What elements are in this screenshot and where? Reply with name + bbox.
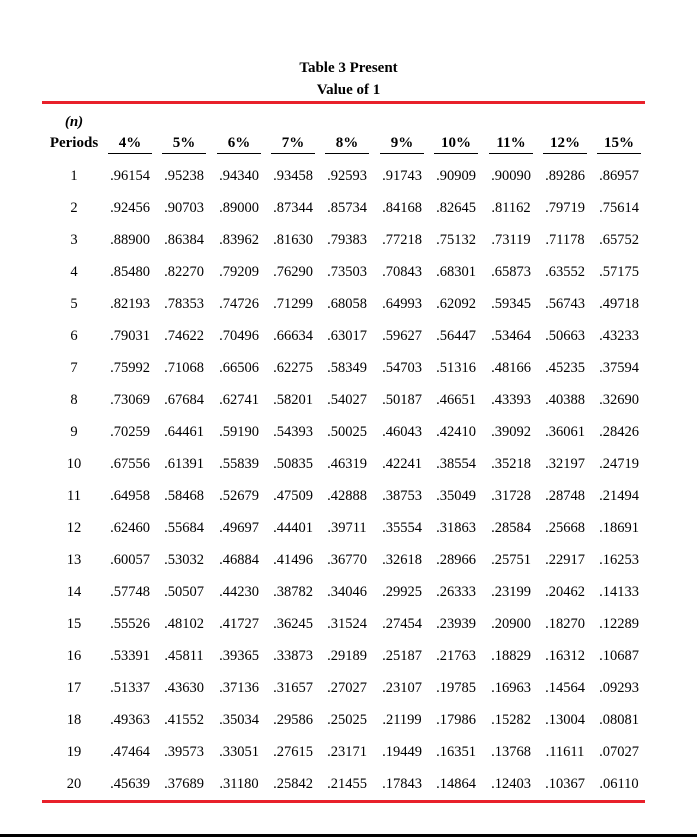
table-row — [0, 710, 697, 730]
table-row — [0, 774, 697, 794]
value-cell: .94340 — [219, 168, 259, 184]
value-cell: .55839 — [219, 456, 259, 472]
value-cell: .36245 — [273, 616, 313, 632]
value-cell: .44401 — [273, 520, 313, 536]
value-cell: .81162 — [491, 200, 531, 216]
value-cell: .42241 — [382, 456, 422, 472]
table-row — [0, 742, 697, 762]
rate-header: 5% — [162, 134, 206, 154]
value-cell: .28426 — [599, 424, 639, 440]
table-row — [0, 262, 697, 282]
value-cell: .64993 — [382, 296, 422, 312]
value-cell: .75614 — [599, 200, 639, 216]
value-cell: .70496 — [219, 328, 259, 344]
value-cell: .54703 — [382, 360, 422, 376]
value-cell: .35049 — [436, 488, 476, 504]
value-cell: .33051 — [219, 744, 259, 760]
value-cell: .79383 — [327, 232, 367, 248]
value-cell: .76290 — [273, 264, 313, 280]
value-cell: .36061 — [545, 424, 585, 440]
period-cell: 4 — [70, 264, 78, 280]
period-cell: 1 — [70, 168, 78, 184]
value-cell: .18691 — [599, 520, 639, 536]
value-cell: .31657 — [273, 680, 313, 696]
value-cell: .62275 — [273, 360, 313, 376]
value-cell: .64958 — [110, 488, 150, 504]
period-cell: 9 — [70, 424, 78, 440]
value-cell: .34046 — [327, 584, 367, 600]
rate-header: 15% — [597, 134, 641, 154]
period-cell: 6 — [70, 328, 78, 344]
value-cell: .85734 — [327, 200, 367, 216]
value-cell: .55526 — [110, 616, 150, 632]
value-cell: .47509 — [273, 488, 313, 504]
rate-header: 4% — [108, 134, 152, 154]
table-subtitle: Value of 1 — [316, 82, 381, 98]
value-cell: .17843 — [382, 776, 422, 792]
value-cell: .55684 — [164, 520, 204, 536]
value-cell: .32197 — [545, 456, 585, 472]
value-cell: .43233 — [599, 328, 639, 344]
value-cell: .10687 — [599, 648, 639, 664]
value-cell: .79031 — [110, 328, 150, 344]
value-cell: .71299 — [273, 296, 313, 312]
value-cell: .40388 — [545, 392, 585, 408]
value-cell: .79719 — [545, 200, 585, 216]
table-row — [0, 230, 697, 250]
value-cell: .43630 — [164, 680, 204, 696]
period-cell: 3 — [70, 232, 78, 248]
value-cell: .21494 — [599, 488, 639, 504]
value-cell: .41727 — [219, 616, 259, 632]
value-cell: .13004 — [545, 712, 585, 728]
value-cell: .21199 — [382, 712, 422, 728]
value-cell: .74726 — [219, 296, 259, 312]
value-cell: .63552 — [545, 264, 585, 280]
value-cell: .37689 — [164, 776, 204, 792]
value-cell: .89000 — [219, 200, 259, 216]
value-cell: .82645 — [436, 200, 476, 216]
value-cell: .16312 — [545, 648, 585, 664]
value-cell: .47464 — [110, 744, 150, 760]
value-cell: .20462 — [545, 584, 585, 600]
value-cell: .14564 — [545, 680, 585, 696]
value-cell: .82270 — [164, 264, 204, 280]
value-cell: .65752 — [599, 232, 639, 248]
value-cell: .73119 — [491, 232, 531, 248]
value-cell: .29189 — [327, 648, 367, 664]
table-row — [0, 422, 697, 442]
value-cell: .66634 — [273, 328, 313, 344]
value-cell: .39711 — [327, 520, 367, 536]
value-cell: .45811 — [164, 648, 204, 664]
rate-header: 8% — [325, 134, 369, 154]
value-cell: .19449 — [382, 744, 422, 760]
value-cell: .78353 — [164, 296, 204, 312]
period-cell: 15 — [66, 616, 82, 632]
value-cell: .35218 — [491, 456, 531, 472]
value-cell: .56743 — [545, 296, 585, 312]
value-cell: .43393 — [491, 392, 531, 408]
value-cell: .10367 — [545, 776, 585, 792]
value-cell: .58468 — [164, 488, 204, 504]
value-cell: .77218 — [382, 232, 422, 248]
period-cell: 12 — [66, 520, 82, 536]
value-cell: .38782 — [273, 584, 313, 600]
rate-header: 12% — [543, 134, 587, 154]
rate-header: 6% — [217, 134, 261, 154]
table-row — [0, 454, 697, 474]
value-cell: .26333 — [436, 584, 476, 600]
value-cell: .45639 — [110, 776, 150, 792]
value-cell: .45235 — [545, 360, 585, 376]
value-cell: .14864 — [436, 776, 476, 792]
value-cell: .18829 — [491, 648, 531, 664]
value-cell: .71178 — [545, 232, 585, 248]
table-row — [0, 678, 697, 698]
value-cell: .70259 — [110, 424, 150, 440]
value-cell: .68301 — [436, 264, 476, 280]
value-cell: .29925 — [382, 584, 422, 600]
value-cell: .20900 — [491, 616, 531, 632]
value-cell: .21455 — [327, 776, 367, 792]
value-cell: .25751 — [491, 552, 531, 568]
table-row — [0, 518, 697, 538]
value-cell: .59627 — [382, 328, 422, 344]
value-cell: .28748 — [545, 488, 585, 504]
value-cell: .61391 — [164, 456, 204, 472]
value-cell: .16253 — [599, 552, 639, 568]
value-cell: .62092 — [436, 296, 476, 312]
value-cell: .24719 — [599, 456, 639, 472]
value-cell: .62460 — [110, 520, 150, 536]
rate-header: 11% — [489, 134, 533, 154]
rate-header: 7% — [271, 134, 315, 154]
value-cell: .83962 — [219, 232, 259, 248]
value-cell: .07027 — [599, 744, 639, 760]
value-cell: .53464 — [491, 328, 531, 344]
value-cell: .79209 — [219, 264, 259, 280]
period-cell: 14 — [66, 584, 82, 600]
value-cell: .84168 — [382, 200, 422, 216]
value-cell: .63017 — [327, 328, 367, 344]
rate-header: 10% — [434, 134, 478, 154]
value-cell: .67684 — [164, 392, 204, 408]
value-cell: .58349 — [327, 360, 367, 376]
value-cell: .82193 — [110, 296, 150, 312]
value-cell: .39365 — [219, 648, 259, 664]
value-cell: .49718 — [599, 296, 639, 312]
value-cell: .39092 — [491, 424, 531, 440]
value-cell: .50507 — [164, 584, 204, 600]
value-cell: .90703 — [164, 200, 204, 216]
value-cell: .49697 — [219, 520, 259, 536]
value-cell: .88900 — [110, 232, 150, 248]
table-row — [0, 358, 697, 378]
period-cell: 10 — [66, 456, 82, 472]
period-cell: 2 — [70, 200, 78, 216]
value-cell: .32618 — [382, 552, 422, 568]
value-cell: .67556 — [110, 456, 150, 472]
value-cell: .46884 — [219, 552, 259, 568]
value-cell: .53032 — [164, 552, 204, 568]
value-cell: .75132 — [436, 232, 476, 248]
value-cell: .86384 — [164, 232, 204, 248]
header-row — [0, 134, 697, 156]
period-cell: 5 — [70, 296, 78, 312]
value-cell: .39573 — [164, 744, 204, 760]
value-cell: .57748 — [110, 584, 150, 600]
value-cell: .25187 — [382, 648, 422, 664]
value-cell: .32690 — [599, 392, 639, 408]
period-cell: 16 — [66, 648, 82, 664]
value-cell: .46043 — [382, 424, 422, 440]
value-cell: .56447 — [436, 328, 476, 344]
value-cell: .46319 — [327, 456, 367, 472]
value-cell: .65873 — [491, 264, 531, 280]
period-cell: 13 — [66, 552, 82, 568]
period-cell: 8 — [70, 392, 78, 408]
value-cell: .96154 — [110, 168, 150, 184]
value-cell: .11611 — [545, 744, 585, 760]
value-cell: .50835 — [273, 456, 313, 472]
value-cell: .49363 — [110, 712, 150, 728]
value-cell: .50025 — [327, 424, 367, 440]
value-cell: .73069 — [110, 392, 150, 408]
value-cell: .74622 — [164, 328, 204, 344]
value-cell: .23939 — [436, 616, 476, 632]
value-cell: .54393 — [273, 424, 313, 440]
value-cell: .92456 — [110, 200, 150, 216]
value-cell: .28966 — [436, 552, 476, 568]
value-cell: .58201 — [273, 392, 313, 408]
value-cell: .81630 — [273, 232, 313, 248]
value-cell: .85480 — [110, 264, 150, 280]
table-row — [0, 166, 697, 186]
value-cell: .31180 — [219, 776, 259, 792]
value-cell: .41552 — [164, 712, 204, 728]
value-cell: .48102 — [164, 616, 204, 632]
value-cell: .86957 — [599, 168, 639, 184]
value-cell: .57175 — [599, 264, 639, 280]
value-cell: .50663 — [545, 328, 585, 344]
period-cell: 19 — [66, 744, 82, 760]
value-cell: .16963 — [491, 680, 531, 696]
value-cell: .50187 — [382, 392, 422, 408]
top-rule — [42, 101, 645, 104]
n-label: (n) — [64, 114, 84, 130]
value-cell: .73503 — [327, 264, 367, 280]
value-cell: .08081 — [599, 712, 639, 728]
value-cell: .90090 — [491, 168, 531, 184]
value-cell: .93458 — [273, 168, 313, 184]
table-row — [0, 614, 697, 634]
value-cell: .17986 — [436, 712, 476, 728]
value-cell: .16351 — [436, 744, 476, 760]
value-cell: .41496 — [273, 552, 313, 568]
value-cell: .06110 — [599, 776, 639, 792]
value-cell: .60057 — [110, 552, 150, 568]
value-cell: .21763 — [436, 648, 476, 664]
value-cell: .25842 — [273, 776, 313, 792]
value-cell: .35034 — [219, 712, 259, 728]
table-title: Table 3 Present — [299, 60, 398, 76]
value-cell: .68058 — [327, 296, 367, 312]
value-cell: .23107 — [382, 680, 422, 696]
value-cell: .31728 — [491, 488, 531, 504]
periods-header: Periods — [49, 135, 99, 151]
period-cell: 18 — [66, 712, 82, 728]
value-cell: .27615 — [273, 744, 313, 760]
value-cell: .66506 — [219, 360, 259, 376]
value-cell: .28584 — [491, 520, 531, 536]
period-cell: 17 — [66, 680, 82, 696]
value-cell: .35554 — [382, 520, 422, 536]
value-cell: .19785 — [436, 680, 476, 696]
value-cell: .23171 — [327, 744, 367, 760]
value-cell: .37136 — [219, 680, 259, 696]
value-cell: .27027 — [327, 680, 367, 696]
value-cell: .62741 — [219, 392, 259, 408]
value-cell: .51316 — [436, 360, 476, 376]
value-cell: .25668 — [545, 520, 585, 536]
value-cell: .23199 — [491, 584, 531, 600]
table-row — [0, 390, 697, 410]
value-cell: .64461 — [164, 424, 204, 440]
value-cell: .31863 — [436, 520, 476, 536]
value-cell: .22917 — [545, 552, 585, 568]
value-cell: .44230 — [219, 584, 259, 600]
value-cell: .53391 — [110, 648, 150, 664]
value-cell: .70843 — [382, 264, 422, 280]
table-row — [0, 326, 697, 346]
value-cell: .46651 — [436, 392, 476, 408]
value-cell: .18270 — [545, 616, 585, 632]
period-cell: 11 — [67, 488, 81, 504]
value-cell: .95238 — [164, 168, 204, 184]
value-cell: .42888 — [327, 488, 367, 504]
value-cell: .15282 — [491, 712, 531, 728]
value-cell: .38554 — [436, 456, 476, 472]
period-cell: 7 — [70, 360, 78, 376]
value-cell: .51337 — [110, 680, 150, 696]
value-cell: .29586 — [273, 712, 313, 728]
table-row — [0, 646, 697, 666]
value-cell: .14133 — [599, 584, 639, 600]
period-cell: 20 — [66, 776, 82, 792]
value-cell: .89286 — [545, 168, 585, 184]
table-row — [0, 550, 697, 570]
value-cell: .91743 — [382, 168, 422, 184]
bottom-rule — [42, 800, 645, 803]
value-cell: .87344 — [273, 200, 313, 216]
table-row — [0, 486, 697, 506]
value-cell: .38753 — [382, 488, 422, 504]
value-cell: .71068 — [164, 360, 204, 376]
value-cell: .12403 — [491, 776, 531, 792]
value-cell: .48166 — [491, 360, 531, 376]
value-cell: .92593 — [327, 168, 367, 184]
rate-header: 9% — [380, 134, 424, 154]
value-cell: .27454 — [382, 616, 422, 632]
value-cell: .54027 — [327, 392, 367, 408]
value-cell: .75992 — [110, 360, 150, 376]
value-cell: .59190 — [219, 424, 259, 440]
value-cell: .13768 — [491, 744, 531, 760]
value-cell: .09293 — [599, 680, 639, 696]
value-cell: .12289 — [599, 616, 639, 632]
value-cell: .59345 — [491, 296, 531, 312]
value-cell: .36770 — [327, 552, 367, 568]
value-cell: .33873 — [273, 648, 313, 664]
table-row — [0, 294, 697, 314]
value-cell: .37594 — [599, 360, 639, 376]
table-row — [0, 582, 697, 602]
value-cell: .90909 — [436, 168, 476, 184]
value-cell: .42410 — [436, 424, 476, 440]
table-row — [0, 198, 697, 218]
value-cell: .52679 — [219, 488, 259, 504]
value-cell: .31524 — [327, 616, 367, 632]
value-cell: .25025 — [327, 712, 367, 728]
